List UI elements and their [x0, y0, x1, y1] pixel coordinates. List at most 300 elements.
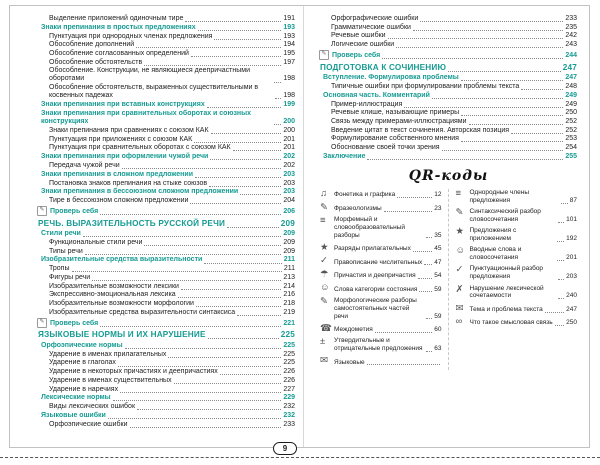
entry-page-number: 249 — [565, 91, 577, 99]
dot-leader — [108, 418, 281, 419]
entry-page-number: 202 — [283, 153, 295, 161]
entry-label: Передача чужой речи — [49, 161, 120, 169]
entry-label: Обособление дополнений — [49, 41, 135, 49]
dot-leader — [511, 133, 563, 134]
entry-page-number: 226 — [283, 368, 295, 376]
dot-leader — [237, 315, 281, 316]
toc-entry — [38, 377, 295, 385]
entry-page-number: 200 — [283, 126, 295, 134]
dot-leader — [558, 222, 564, 223]
entry-page-number: 225 — [283, 341, 295, 349]
dot-leader — [545, 312, 564, 313]
dot-leader — [195, 177, 281, 178]
toc-entry — [38, 33, 295, 41]
dot-leader — [461, 115, 563, 116]
toc-entry — [38, 162, 295, 170]
entry-label: Тире в бессоюзном сложном предложении — [49, 197, 189, 205]
toc-entry — [38, 274, 295, 282]
dot-leader — [448, 71, 561, 72]
entry-page-number: 233 — [283, 420, 295, 428]
entry-page-number: 254 — [565, 144, 577, 152]
entry-page-number: 47 — [434, 258, 442, 266]
phone-doodle-icon: ☎ — [320, 322, 332, 334]
dot-leader — [85, 254, 282, 255]
qr-entry — [320, 297, 442, 320]
dot-leader — [558, 279, 564, 280]
entry-page-number: 209 — [283, 239, 295, 247]
toc-entry — [320, 109, 577, 117]
toc-entry — [38, 206, 295, 216]
toc-entry — [320, 127, 577, 135]
entry-page-number: 59 — [434, 312, 442, 320]
entry-page-number: 201 — [283, 135, 295, 143]
entry-page-number: 252 — [565, 126, 577, 134]
qr-entry — [456, 246, 578, 262]
toc-entry — [38, 101, 295, 109]
entry-label: Заключение — [323, 152, 366, 160]
dot-leader — [426, 318, 432, 319]
entry-label: Функциональные стили речи — [49, 239, 143, 247]
dot-leader — [469, 124, 564, 125]
qr-entry — [320, 324, 442, 334]
entry-label: Пунктуационный разбор предложения — [469, 265, 544, 281]
qr-entry — [456, 208, 578, 224]
qr-column-right — [448, 189, 578, 370]
dot-leader — [426, 237, 432, 238]
entry-page-number: 12 — [434, 191, 442, 199]
entry-page-number: 247 — [565, 74, 577, 82]
dot-leader — [92, 280, 281, 281]
entry-page-number: 214 — [283, 282, 295, 290]
entry-page-number: 227 — [283, 385, 295, 393]
entry-label: Типы речи — [49, 247, 83, 255]
umbrella-doodle-icon: ☂ — [320, 268, 329, 280]
entry-page-number: 243 — [565, 41, 577, 49]
entry-label: Утвердительные и отрицательные предложения — [334, 337, 423, 353]
toc-entry — [38, 386, 295, 394]
check-doodle-icon: ✓ — [320, 255, 328, 267]
dot-leader — [424, 264, 432, 265]
entry-label: Правописание числительных — [334, 258, 423, 266]
toc-entry — [38, 15, 295, 23]
entry-page-number: 203 — [566, 273, 577, 281]
entry-label: Знаки препинания в бессоюзном сложном предложении — [41, 188, 239, 196]
dot-leader — [413, 30, 563, 31]
qr-entry — [320, 356, 442, 366]
toc-entry — [38, 153, 295, 161]
toc-entry — [38, 230, 295, 238]
check-yourself-icon: ✎ — [319, 50, 329, 60]
dot-leader — [194, 142, 281, 143]
infinity-doodle-icon: ∞ — [455, 316, 463, 328]
entry-label: ЯЗЫКОВЫЕ НОРМЫ И ИХ НАРУШЕНИЕ — [38, 330, 206, 340]
qr-entry — [456, 227, 578, 243]
toc-entry — [38, 421, 295, 429]
entry-label: Обособление согласованных определений — [49, 49, 189, 57]
dot-leader — [413, 251, 432, 252]
entry-label: Междометия — [334, 326, 373, 334]
toc-entry — [38, 188, 295, 196]
entry-page-number: 240 — [566, 292, 577, 300]
toc-entry — [38, 368, 295, 376]
entry-label: Проверь себя — [50, 207, 99, 215]
entry-label: Изобразительные возможности морфологии — [49, 300, 194, 308]
entry-label: Проверь себя — [50, 319, 99, 327]
check-doodle-icon: ✓ — [455, 264, 464, 276]
entry-label: Экспрессивно-эмоциональная лексика — [49, 291, 176, 299]
entry-page-number: 101 — [566, 215, 577, 223]
entry-label: Языковые — [334, 358, 365, 366]
entry-label: Связь между примерами-иллюстрациями — [331, 118, 467, 125]
entry-label: Проверь себя — [332, 51, 381, 59]
entry-page-number: 225 — [280, 330, 295, 340]
entry-label: Ударение в именах прилагательных — [49, 350, 167, 358]
entry-page-number: 191 — [283, 15, 295, 22]
dot-leader — [144, 245, 281, 246]
dot-leader — [375, 332, 432, 333]
entry-page-number: 202 — [283, 161, 295, 169]
dot-leader — [420, 21, 563, 22]
toc-entry — [38, 197, 295, 205]
dot-leader — [185, 21, 281, 22]
entry-label: Слова категории состояния — [334, 285, 418, 293]
qr-entry — [320, 283, 442, 293]
toc-list-left — [38, 15, 295, 429]
entry-label: Предложения с приложением — [469, 227, 517, 243]
entry-label: Введение цитат в текст сочинения. Авторская позиция — [331, 126, 510, 134]
entry-label: ПОДГОТОВКА К СОЧИНЕНИЮ — [320, 62, 447, 72]
dot-leader — [211, 133, 282, 134]
dot-leader — [72, 271, 282, 272]
entry-label: Вводные слова и словосочетания — [469, 246, 522, 262]
toc-entry — [320, 92, 577, 100]
dot-leader — [396, 47, 563, 48]
entry-page-number: 248 — [565, 83, 577, 91]
check-yourself-icon: ✎ — [37, 318, 47, 328]
entry-page-number: 63 — [434, 345, 442, 353]
entry-page-number: 206 — [283, 207, 295, 215]
toc-entry — [38, 219, 295, 229]
dot-leader — [240, 194, 281, 195]
entry-label: Ударение в некоторых причастиях и деепричастиях — [49, 368, 218, 376]
qr-entry — [456, 304, 578, 314]
entry-label: Обособление обстоятельств, выраженных существительными в косвенных падежах — [49, 84, 259, 100]
qr-entry — [320, 216, 442, 239]
entry-label: Знаки препинания при оформлении чужой речи — [41, 153, 209, 161]
entry-label: Однородные члены предложения — [469, 189, 530, 204]
entry-page-number: 45 — [434, 245, 442, 253]
toc-entry — [38, 351, 295, 359]
entry-page-number: 233 — [565, 15, 577, 22]
entry-label: Вступление. Формулировка проблемы — [323, 74, 459, 82]
entry-label: Стили речи — [41, 230, 81, 238]
entry-label: РЕЧЬ. ВЫРАЗИТЕЛЬНОСТЬ РУССКОЙ РЕЧИ — [38, 218, 226, 228]
check-yourself-icon: ✎ — [37, 206, 47, 216]
toc-entry — [38, 342, 295, 350]
cut-line — [0, 457, 600, 458]
entry-page-number: 23 — [434, 204, 442, 212]
entry-label: Постановка знаков препинания на стыке союзов — [49, 179, 208, 187]
toc-entry — [320, 101, 577, 109]
dot-leader — [367, 364, 440, 365]
entry-label: Выделение приложений одиночным тире — [49, 15, 184, 22]
dot-leader — [274, 124, 281, 125]
toc-entry — [38, 136, 295, 144]
entry-page-number: 60 — [434, 326, 442, 334]
entry-label: Знаки препинания в сложном предложении — [41, 170, 194, 178]
dot-leader — [233, 150, 282, 151]
toc-entry — [38, 24, 295, 32]
dot-leader — [168, 357, 281, 358]
entry-label: Лексические нормы — [41, 394, 111, 402]
dot-leader — [442, 150, 564, 151]
toc-entry — [38, 180, 295, 188]
dot-leader — [275, 98, 282, 99]
toc-entry — [320, 83, 577, 91]
dot-leader — [461, 80, 564, 81]
entry-page-number: 194 — [283, 41, 295, 49]
dot-leader — [144, 65, 281, 66]
entry-label: Пунктуация при приложениях с союзом КАК — [49, 135, 193, 143]
dot-leader — [191, 56, 281, 57]
toc-entry — [38, 309, 295, 317]
entry-label: Пример-иллюстрация — [331, 100, 403, 108]
entry-label: Знаки препинания при сравнениях с союзом КАК — [49, 126, 209, 134]
face-doodle-icon: ☺ — [455, 245, 466, 257]
toc-entry — [38, 84, 295, 100]
entry-label: Логические ошибки — [331, 41, 395, 49]
dot-leader — [209, 186, 281, 187]
dot-leader — [461, 141, 563, 142]
entry-label: Речевые ошибки — [331, 32, 386, 40]
entry-page-number: 213 — [283, 274, 295, 282]
entry-page-number: 87 — [569, 196, 577, 204]
plus-minus-doodle-icon: ± — [320, 336, 326, 348]
toc-entry — [38, 59, 295, 67]
dot-leader — [557, 260, 564, 261]
entry-label: Морфологические разборы самостоятельных частей речи — [334, 296, 417, 320]
dot-leader — [404, 107, 563, 108]
toc-entry — [38, 330, 295, 340]
entry-page-number: 35 — [434, 231, 442, 239]
qr-entry — [320, 243, 442, 253]
entry-page-number: 232 — [283, 403, 295, 411]
dot-leader — [125, 348, 282, 349]
entry-page-number: 252 — [565, 118, 577, 125]
entry-label: Формулирование собственного мнения — [331, 135, 459, 143]
entry-label: Тема и проблема текста — [469, 305, 543, 313]
entry-page-number: 209 — [283, 247, 295, 255]
dot-leader — [274, 82, 281, 83]
entry-label: Что такое смысловая связь — [469, 319, 553, 327]
dot-leader — [174, 383, 282, 384]
dot-leader — [220, 374, 282, 375]
entry-page-number: 192 — [566, 235, 577, 243]
dot-leader — [136, 47, 281, 48]
dot-leader — [130, 427, 282, 428]
toc-entry — [38, 318, 295, 328]
entry-label: Обоснование своей точки зрения — [331, 144, 440, 152]
pencil-doodle-icon: ✎ — [320, 201, 328, 213]
toc-entry — [320, 32, 577, 40]
entry-label: Пунктуация при однородных членах предложения — [49, 32, 213, 40]
dot-leader — [382, 58, 563, 59]
entry-page-number: 226 — [283, 376, 295, 384]
entry-page-number: 199 — [283, 100, 295, 108]
dot-leader — [210, 159, 281, 160]
entry-label: Обособление обстоятельств — [49, 58, 143, 66]
entry-label: Знаки препинания при сравнительных оборотах и союзных конструкциях — [41, 109, 252, 126]
entry-label: Ударение в наречиях — [49, 385, 119, 393]
entry-page-number: 221 — [283, 319, 295, 327]
dot-leader — [100, 214, 281, 215]
entry-label: Обособление. Конструкции, не являющиеся деепричастными оборотами — [49, 67, 250, 83]
dot-leader — [190, 203, 281, 204]
entry-page-number: 229 — [283, 394, 295, 402]
toc-entry — [38, 144, 295, 152]
entry-label: Изобразительные средства выразительности синтаксиса — [49, 308, 236, 316]
dot-leader — [388, 38, 564, 39]
entry-page-number: 216 — [283, 291, 295, 299]
entry-page-number: 235 — [565, 23, 577, 31]
entry-label: Орфоэпические нормы — [41, 341, 123, 349]
toc-entry — [320, 41, 577, 49]
entry-label: Фразеологизмы — [334, 204, 382, 212]
entry-page-number: 218 — [283, 300, 295, 308]
dot-leader — [196, 306, 281, 307]
qr-entry — [456, 317, 578, 327]
toc-entry — [38, 300, 295, 308]
entry-label: Изобразительные возможности лексики — [49, 282, 179, 290]
dot-leader — [418, 278, 433, 279]
entry-page-number: 198 — [283, 75, 295, 83]
entry-label: Знаки препинания при вставных конструкциях — [41, 100, 205, 108]
entry-page-number: 198 — [283, 92, 295, 100]
toc-left-page — [10, 6, 303, 447]
dot-leader — [204, 263, 281, 264]
entry-page-number: 250 — [565, 109, 577, 117]
page-number-badge: 9 — [273, 442, 297, 455]
face-doodle-icon: ☺ — [320, 282, 330, 294]
toc-entry — [38, 67, 295, 83]
dot-leader — [207, 107, 282, 108]
entry-label: Тропы — [49, 265, 70, 273]
qr-entry — [320, 203, 442, 213]
dot-leader — [181, 289, 281, 290]
toc-entry — [320, 74, 577, 82]
entry-page-number: 255 — [565, 152, 577, 160]
toc-entry — [320, 63, 577, 73]
entry-label: Морфемный и словообразовательный разборы — [334, 216, 405, 239]
entry-page-number: 54 — [434, 272, 442, 280]
entry-page-number: 203 — [283, 188, 295, 196]
entry-page-number: 247 — [566, 305, 577, 313]
entry-label: Языковые ошибки — [41, 411, 106, 419]
entry-label: Причастия и деепричастия — [334, 272, 416, 280]
toc-entry — [320, 50, 577, 60]
toc-entry — [320, 15, 577, 23]
toc-entry — [38, 248, 295, 256]
pencil-doodle-icon: ✎ — [455, 207, 464, 219]
entry-page-number: 242 — [565, 32, 577, 40]
dot-leader — [558, 298, 564, 299]
toc-entry — [320, 24, 577, 32]
entry-page-number: 201 — [283, 144, 295, 152]
dot-leader — [214, 39, 281, 40]
envelope-doodle-icon: ✉ — [320, 355, 328, 367]
dot-leader — [227, 227, 279, 228]
entry-page-number: 200 — [283, 118, 295, 126]
dot-leader — [397, 197, 432, 198]
toc-entry — [38, 359, 295, 367]
entry-label: Пунктуация при сравнительных оборотах с союзом КАК — [49, 144, 231, 152]
entry-label: Ударение в глаголах — [49, 359, 116, 367]
dot-leader — [118, 366, 281, 367]
entry-page-number: 197 — [283, 58, 295, 66]
pencil-doodle-icon: ✎ — [320, 295, 328, 307]
entry-page-number: 203 — [283, 179, 295, 187]
toc-entry — [38, 110, 295, 127]
qr-entry — [456, 285, 578, 301]
entry-page-number: 204 — [283, 197, 295, 205]
entry-page-number: 250 — [566, 319, 577, 327]
list-doodle-icon: ≡ — [320, 215, 326, 227]
toc-entry — [38, 41, 295, 49]
table-of-contents-spread — [9, 5, 590, 448]
qr-entry — [456, 265, 578, 281]
dot-leader — [83, 236, 281, 237]
entry-page-number: 249 — [565, 100, 577, 108]
toc-entry — [38, 394, 295, 402]
toc-list-right — [320, 15, 577, 161]
entry-page-number: 203 — [283, 170, 295, 178]
entry-label: Фигуры речи — [49, 274, 91, 282]
dot-leader — [120, 392, 281, 393]
qr-codes-heading: QR-коды — [408, 168, 489, 185]
entry-label: Виды лексических ошибок — [49, 403, 136, 411]
entry-page-number: 209 — [280, 218, 295, 228]
star-doodle-icon: ★ — [455, 226, 465, 238]
entry-page-number: 195 — [283, 49, 295, 57]
toc-entry — [38, 239, 295, 247]
dot-leader — [137, 409, 281, 410]
entry-page-number: 59 — [434, 285, 442, 293]
entry-page-number: 209 — [283, 230, 295, 238]
dot-leader — [198, 30, 282, 31]
toc-entry — [320, 118, 577, 126]
list-doodle-icon: ≡ — [455, 188, 462, 200]
entry-page-number: 193 — [283, 32, 295, 40]
entry-label: Разряды прилагательных — [334, 245, 411, 253]
entry-label: Фонетика и графика — [334, 191, 396, 199]
dot-leader — [419, 291, 432, 292]
qr-codes-index — [320, 189, 577, 370]
dot-leader — [426, 351, 432, 352]
music-doodle-icon: ♫ — [320, 188, 328, 200]
toc-entry — [38, 283, 295, 291]
toc-entry — [320, 135, 577, 143]
dot-leader — [100, 326, 281, 327]
entry-page-number: 219 — [283, 308, 295, 316]
qr-entry — [320, 256, 442, 266]
dot-leader — [367, 159, 563, 160]
qr-entry — [320, 189, 442, 199]
qr-entry — [456, 189, 578, 205]
toc-entry — [38, 265, 295, 273]
dot-leader — [555, 325, 565, 326]
entry-page-number: 253 — [565, 135, 577, 143]
toc-entry — [38, 412, 295, 420]
